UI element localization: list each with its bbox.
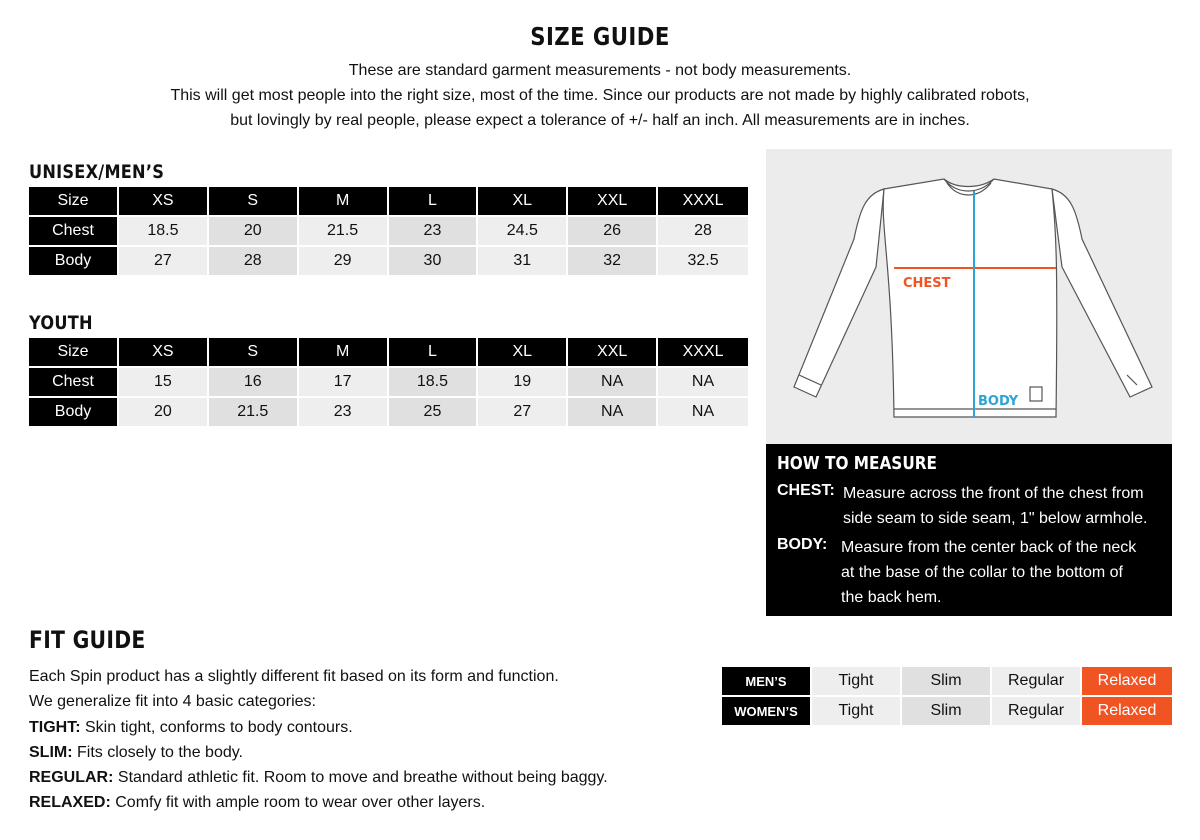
table-row [29, 247, 748, 277]
fit-row-womens [722, 697, 1172, 727]
fit-intro-line: We generalize fit into 4 basic categories: [29, 693, 316, 711]
how-to-measure-panel [766, 444, 1172, 616]
table-row [29, 398, 748, 428]
table-cell: NA [658, 398, 748, 428]
fit-category-desc: Fits closely to the body. [77, 743, 243, 761]
table-header-row [29, 187, 748, 217]
table-cell: 20 [119, 398, 209, 428]
header-cell: XS [119, 187, 209, 217]
body-measure-text-1: Measure from the center back of the neck [841, 539, 1137, 556]
header-cell: Size [29, 187, 119, 217]
fit-row-mens [722, 667, 1172, 697]
table-header-row [29, 338, 748, 368]
table-cell: 31 [478, 247, 568, 277]
fit-category-name: SLIM: [29, 743, 73, 761]
fit-category [29, 715, 719, 740]
body-measure-text-2: at the base of the collar to the bottom of [841, 564, 1123, 581]
table-cell: 32.5 [658, 247, 748, 277]
header-cell: S [209, 338, 299, 368]
header-cell: S [209, 187, 299, 217]
table-cell: 16 [209, 368, 299, 398]
table-cell: 30 [389, 247, 479, 277]
fit-intro-line: Each Spin product has a slightly different fit based on its form and function. [29, 668, 559, 685]
table-cell: NA [658, 368, 748, 398]
how-to-measure-title: HOW TO MEASURE [777, 453, 937, 474]
header-cell: L [389, 338, 479, 368]
row-label: Body [29, 398, 119, 428]
header-cell: M [299, 187, 389, 217]
table-cell: 24.5 [478, 217, 568, 247]
chest-diagram-label: CHEST [903, 276, 951, 291]
tag-icon [1030, 387, 1042, 401]
header-cell: XL [478, 338, 568, 368]
table-cell: 26 [568, 217, 658, 247]
header-cell: XXXL [658, 187, 748, 217]
chest-measure-text-2: side seam to side seam, 1" below armhole. [843, 510, 1148, 527]
row-label: Chest [29, 368, 119, 398]
shirt-diagram [766, 149, 1172, 444]
intro-line-2: This will get most people into the right size, most of the time. Since our products are not made by highly calibrated robots, [170, 87, 1030, 104]
table-cell: 18.5 [389, 368, 479, 398]
fit-category-desc: Skin tight, conforms to body contours. [85, 718, 353, 736]
table-cell: 15 [119, 368, 209, 398]
header-cell: L [389, 187, 479, 217]
fit-cell-highlighted: Relaxed [1082, 697, 1172, 727]
body-measure-label: BODY: [777, 536, 828, 553]
unisex-section-title: UNISEX/MEN’S [29, 161, 165, 183]
fit-cell: Slim [902, 667, 992, 697]
chest-measure-label: CHEST: [777, 482, 835, 499]
table-cell: 28 [658, 217, 748, 247]
table-cell: 20 [209, 217, 299, 247]
header-cell: XXL [568, 338, 658, 368]
youth-size-table [29, 338, 748, 428]
table-row [29, 217, 748, 247]
table-cell: NA [568, 398, 658, 428]
fit-cell: Slim [902, 697, 992, 727]
header-cell: M [299, 338, 389, 368]
header-cell: XXXL [658, 338, 748, 368]
fit-category-name: RELAXED: [29, 794, 111, 812]
shirt-diagram-panel [766, 149, 1172, 444]
fit-row-label: MEN’S [722, 667, 812, 697]
table-cell: 17 [299, 368, 389, 398]
table-cell: 27 [478, 398, 568, 428]
fit-category-desc: Standard athletic fit. Room to move and breathe without being baggy. [117, 769, 608, 787]
table-cell: 28 [209, 247, 299, 277]
chest-measure-text-1: Measure across the front of the chest from [843, 485, 1144, 502]
row-label: Body [29, 247, 119, 277]
table-cell: 21.5 [299, 217, 389, 247]
fit-guide-text [29, 664, 719, 816]
fit-category-desc: Comfy fit with ample room to wear over other layers. [115, 794, 486, 812]
fit-category-name: TIGHT: [29, 718, 81, 736]
header-cell: Size [29, 338, 119, 368]
table-cell: NA [568, 368, 658, 398]
header-cell: XXL [568, 187, 658, 217]
row-label: Chest [29, 217, 119, 247]
fit-category [29, 790, 719, 815]
body-diagram-label: BODY [978, 394, 1019, 409]
table-cell: 23 [389, 217, 479, 247]
table-cell: 32 [568, 247, 658, 277]
fit-row-label: WOMEN’S [722, 697, 812, 727]
fit-category-name: REGULAR: [29, 769, 114, 787]
table-cell: 25 [389, 398, 479, 428]
table-cell: 29 [299, 247, 389, 277]
table-cell: 19 [478, 368, 568, 398]
table-cell: 21.5 [209, 398, 299, 428]
fit-cell: Tight [812, 667, 902, 697]
fit-cell: Regular [992, 697, 1082, 727]
header-cell: XL [478, 187, 568, 217]
body-measure-text-3: the back hem. [841, 589, 942, 606]
page-title: SIZE GUIDE [530, 22, 670, 51]
youth-section-title: YOUTH [29, 312, 93, 334]
fit-category [29, 765, 719, 790]
table-cell: 23 [299, 398, 389, 428]
intro-line-3: but lovingly by real people, please expect a tolerance of +/- half an inch. All measurements are in inches. [230, 112, 970, 129]
table-cell: 27 [119, 247, 209, 277]
table-cell: 18.5 [119, 217, 209, 247]
header-cell: XS [119, 338, 209, 368]
fit-category [29, 740, 719, 765]
fit-guide-title: FIT GUIDE [29, 626, 146, 654]
fit-cell-highlighted: Relaxed [1082, 667, 1172, 697]
fit-cell: Regular [992, 667, 1082, 697]
unisex-size-table [29, 187, 748, 277]
fit-table [722, 667, 1172, 727]
fit-cell: Tight [812, 697, 902, 727]
intro-line-1: These are standard garment measurements - not body measurements. [348, 62, 852, 79]
table-row [29, 368, 748, 398]
